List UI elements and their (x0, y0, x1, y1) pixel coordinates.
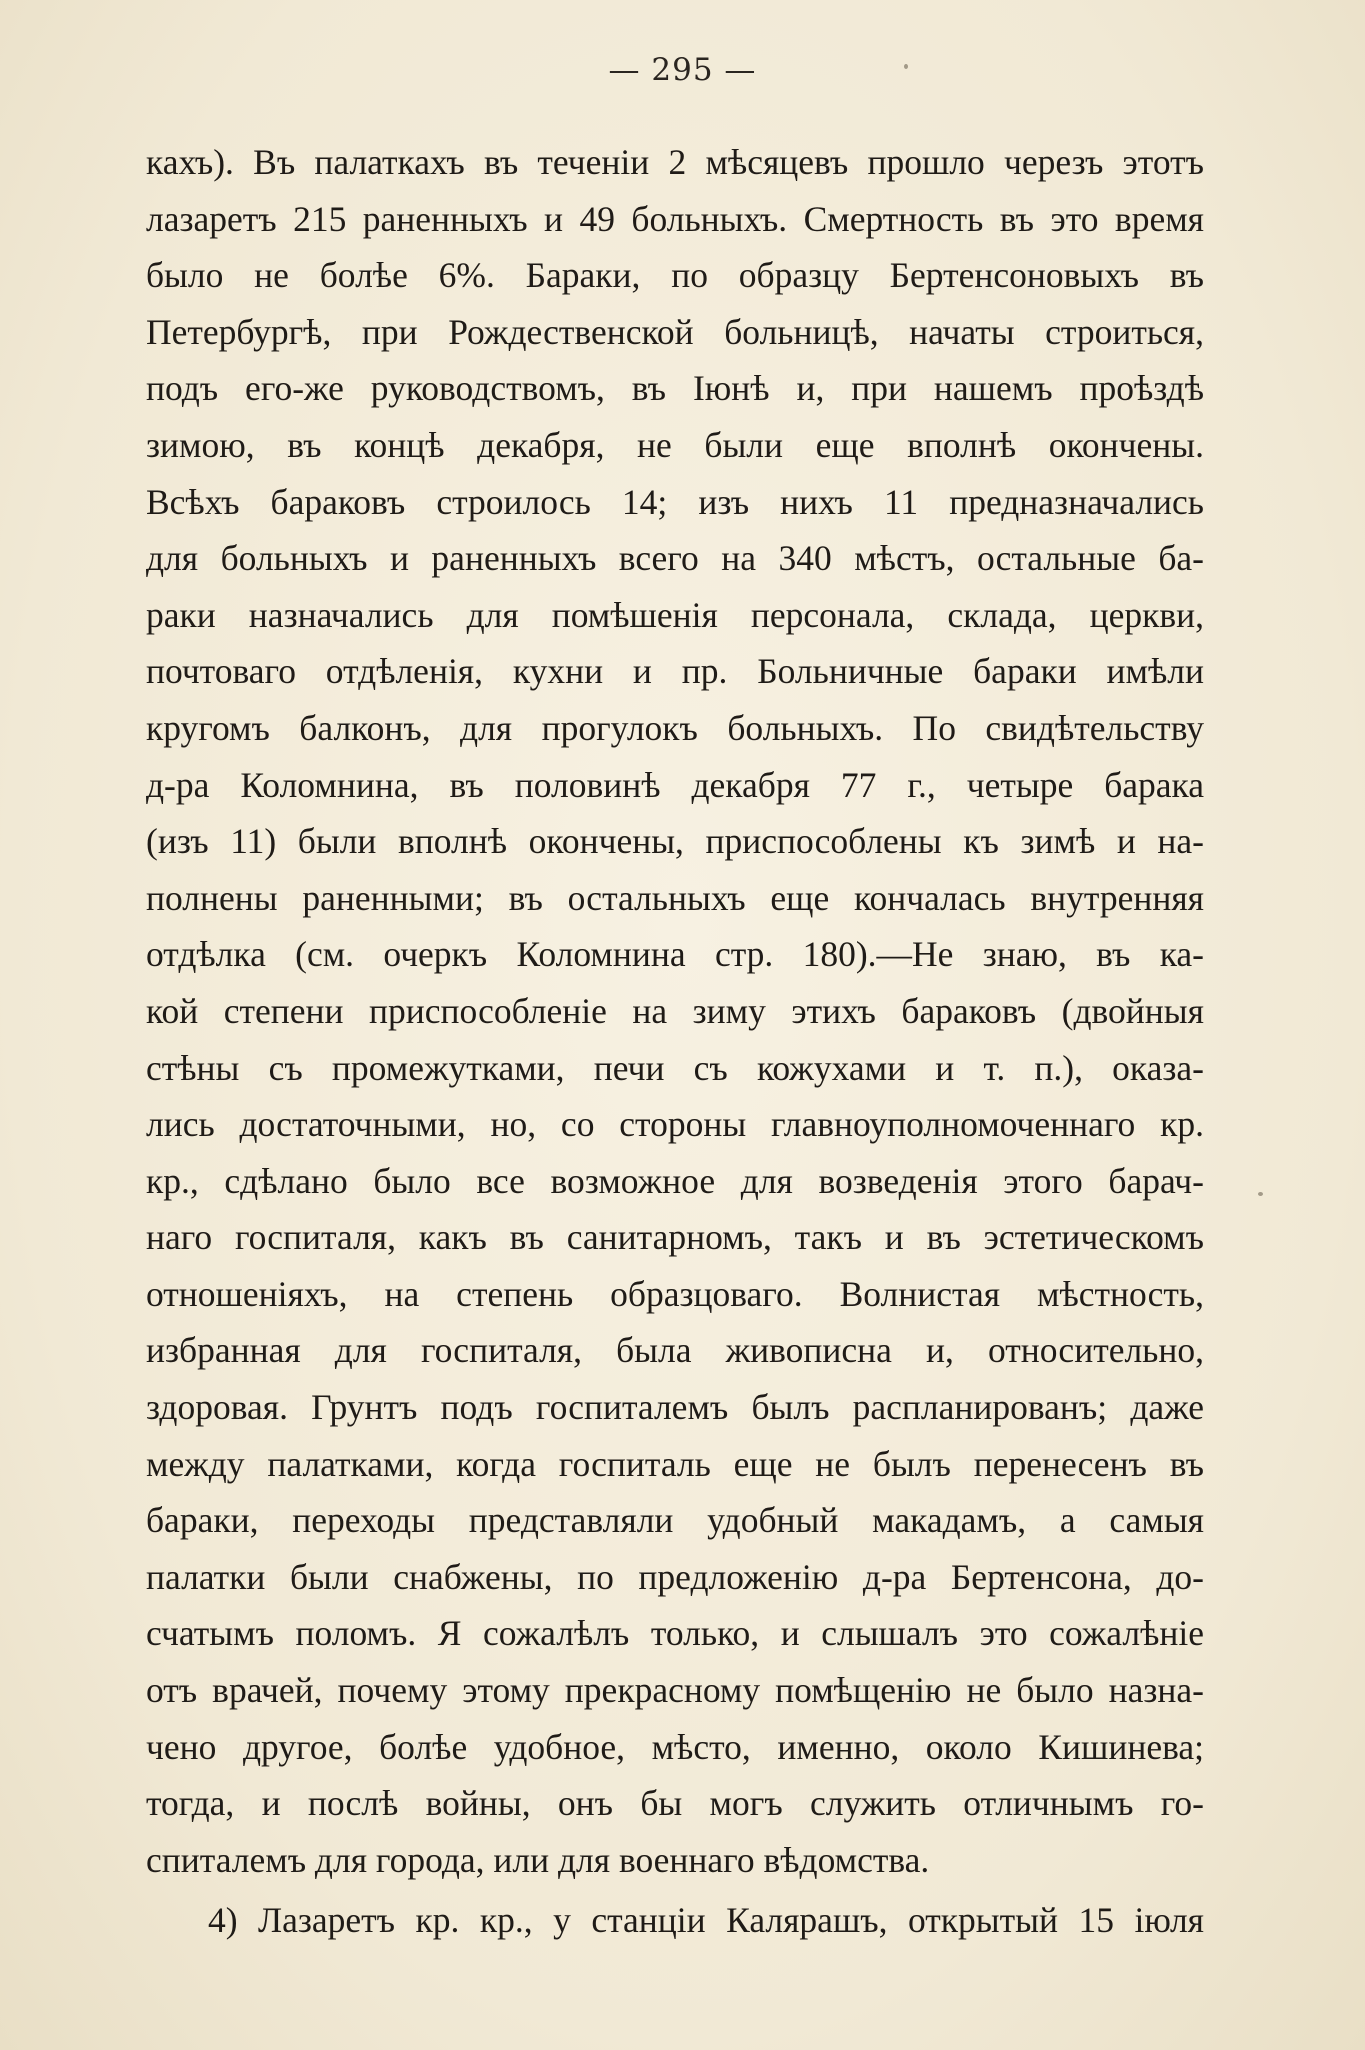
text-line: раки назначались для помѣшенія персонала, склада, церкви, (146, 594, 1204, 635)
text-line: чено другое, болѣе удобное, мѣсто, именно, около Кишинева; (146, 1726, 1204, 1767)
text-line: тогда, и послѣ войны, онъ бы могъ служить отличнымъ го- (146, 1783, 1204, 1824)
text-line: спиталемъ для города, или для военнаго вѣдомства. (146, 1839, 930, 1880)
text-line: отдѣлка (см. очеркъ Коломнина стр. 180).—Не знаю, въ ка- (146, 934, 1204, 975)
text-line: наго госпиталя, какъ въ санитарномъ, такъ и въ эстетическомъ (146, 1217, 1204, 1258)
text-line: Петербургѣ, при Рождественской больницѣ, начаты строиться, (146, 311, 1204, 352)
text-line: кой степени приспособленіе на зиму этихъ бараковъ (двойныя (146, 990, 1204, 1031)
paragraph (146, 134, 1204, 1888)
text-line: палатки были снабжены, по предложенію д-ра Бертенсона, до- (146, 1556, 1204, 1597)
text-line: отъ врачей, почему этому прекрасному помѣщенію не было назна- (146, 1670, 1204, 1711)
text-line: бараки, переходы представляли удобный макадамъ, а самыя (146, 1500, 1204, 1541)
text-line: для больныхъ и раненныхъ всего на 340 мѣстъ, остальные ба- (146, 538, 1204, 579)
paper-speck (1258, 1192, 1263, 1196)
text-line: стѣны съ промежутками, печи съ кожухами и т. п.), оказа- (146, 1047, 1204, 1088)
text-line: кругомъ балконъ, для прогулокъ больныхъ. По свидѣтельству (146, 707, 1204, 748)
paper-speck (904, 64, 908, 69)
page-number: — 295 — (608, 52, 757, 88)
text-line: зимою, въ концѣ декабря, не были еще вполнѣ окончены. (146, 424, 1204, 465)
text-line: между палатками, когда госпиталь еще не былъ перенесенъ въ (146, 1443, 1204, 1484)
text-line: избранная для госпиталя, была живописна и, относительно, (146, 1330, 1204, 1371)
text-line: почтоваго отдѣленія, кухни и пр. Больничные бараки имѣли (146, 651, 1204, 692)
text-line: д-ра Коломнина, въ половинѣ декабря 77 г., четыре барака (146, 764, 1204, 805)
text-line: кахъ). Въ палаткахъ въ теченіи 2 мѣсяцевъ прошло черезъ этотъ (146, 142, 1204, 182)
text-line: здоровая. Грунтъ подъ госпиталемъ былъ распланированъ; даже (146, 1387, 1204, 1428)
text-line: подъ его-же руководствомъ, въ Іюнѣ и, при нашемъ проѣздѣ (146, 368, 1204, 409)
text-line: лазаретъ 215 раненныхъ и 49 больныхъ. Смертность въ это время (146, 198, 1204, 239)
text-line: Всѣхъ бараковъ строилось 14; изъ нихъ 11 предназначались (146, 481, 1204, 522)
text-line: лись достаточными, но, со стороны главноуполномоченнаго кр. (146, 1104, 1204, 1145)
text-line: кр., сдѣлано было все возможное для возведенія этого барач- (146, 1160, 1204, 1201)
text-line: (изъ 11) были вполнѣ окончены, приспособлены къ зимѣ и на- (146, 821, 1204, 862)
text-line: 4) Лазаретъ кр. кр., у станціи Калярашъ, открытый 15 іюля (208, 1900, 1204, 1941)
text-line: счатымъ поломъ. Я сожалѣлъ только, и слышалъ это сожалѣніе (146, 1613, 1204, 1654)
text-line: было не болѣе 6%. Бараки, по образцу Бертенсоновыхъ въ (146, 255, 1204, 296)
text-line: отношеніяхъ, на степень образцоваго. Волнистая мѣстность, (146, 1273, 1204, 1314)
paragraph (146, 1892, 1204, 1949)
text-line: полнены раненными; въ остальныхъ еще кончалась внутренняя (146, 877, 1204, 918)
body-text (146, 134, 1204, 1949)
